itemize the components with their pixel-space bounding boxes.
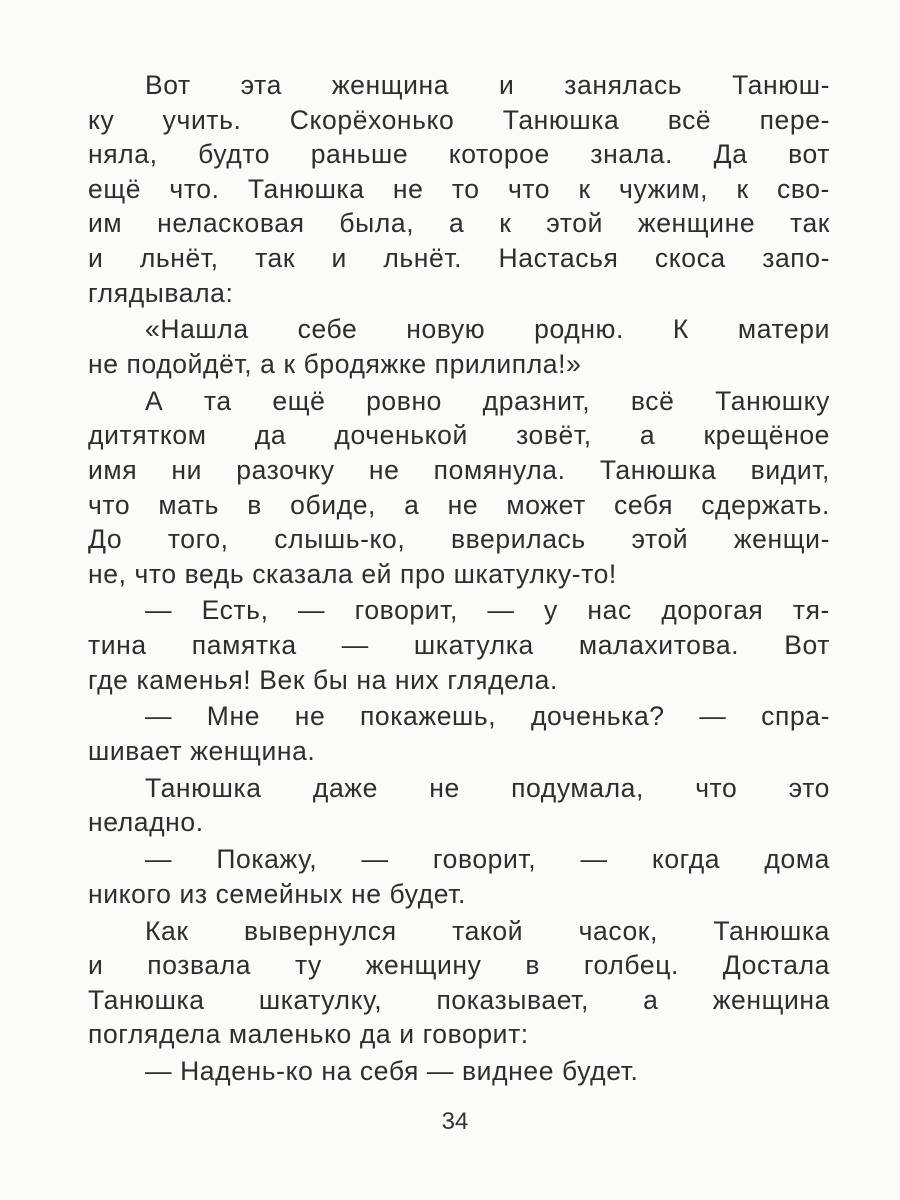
text-line: — Надень-ко на себя — виднее будет.: [145, 1056, 639, 1087]
paragraph: [88, 842, 830, 911]
text-line: — Есть, — говорит, — у нас дорогая тя-: [145, 595, 830, 626]
text-line: поглядела маленько да и говорит:: [88, 1019, 529, 1050]
text-line: — Покажу, — говорит, — когда дома: [145, 844, 830, 875]
text-line: ку учить. Скорёхонько Танюшка всё пере-: [88, 104, 830, 135]
text-line: глядывала:: [88, 277, 234, 308]
text-line: не подойдёт, а к бродяжке прилипла!»: [88, 348, 582, 379]
text-line: неладно.: [88, 807, 204, 838]
paragraph: [88, 593, 830, 697]
text-line: — Мне не покажешь, доченька? — спра-: [145, 701, 830, 732]
text-line: тина памятка — шкатулка малахитова. Вот: [88, 630, 830, 661]
text-line: не, что ведь сказала ей про шкатулку-то!: [88, 558, 617, 589]
text-line: До того, слышь-ко, вверилась этой женщи-: [88, 524, 830, 555]
text-line: имя ни разочку не помянула. Танюшка видит,: [88, 454, 830, 485]
text-line: что мать в обиде, а не может себя сдержать.: [88, 489, 830, 520]
text-line: и позвала ту женщину в голбец. Достала: [88, 950, 830, 981]
page-number: 34: [441, 1108, 469, 1135]
paragraph: [88, 68, 830, 310]
paragraph: [88, 914, 830, 1052]
paragraph: [88, 771, 830, 840]
text-line: «Нашла себе новую родню. К матери: [145, 314, 830, 345]
text-line: ещё что. Танюшка не то что к чужим, к сво-: [88, 173, 830, 204]
paragraph: [88, 1054, 830, 1089]
paragraph: [88, 312, 830, 381]
paragraph: [88, 699, 830, 768]
text-line: Танюшка даже не подумала, что это: [145, 772, 830, 803]
text-line: А та ещё ровно дразнит, всё Танюшку: [145, 385, 830, 416]
text-line: и льнёт, так и льнёт. Настасья скоса запо-: [88, 242, 830, 273]
text-line: няла, будто раньше которое знала. Да вот: [88, 139, 830, 170]
text-line: им неласковая была, а к этой женщине так: [88, 208, 830, 239]
text-line: дитятком да доченькой зовёт, а крещёное: [88, 420, 830, 451]
paragraph: [88, 384, 830, 592]
text-line: где каменья! Век бы на них глядела.: [88, 664, 558, 695]
text-line: Как вывернулся такой часок, Танюшка: [145, 915, 830, 946]
text-line: шивает женщина.: [88, 736, 316, 767]
text-line: Танюшка шкатулку, показывает, а женщина: [88, 984, 830, 1015]
text-line: Вот эта женщина и занялась Танюш-: [145, 70, 830, 100]
text-line: никого из семейных не будет.: [88, 878, 466, 909]
page-body-text: [88, 68, 830, 1089]
